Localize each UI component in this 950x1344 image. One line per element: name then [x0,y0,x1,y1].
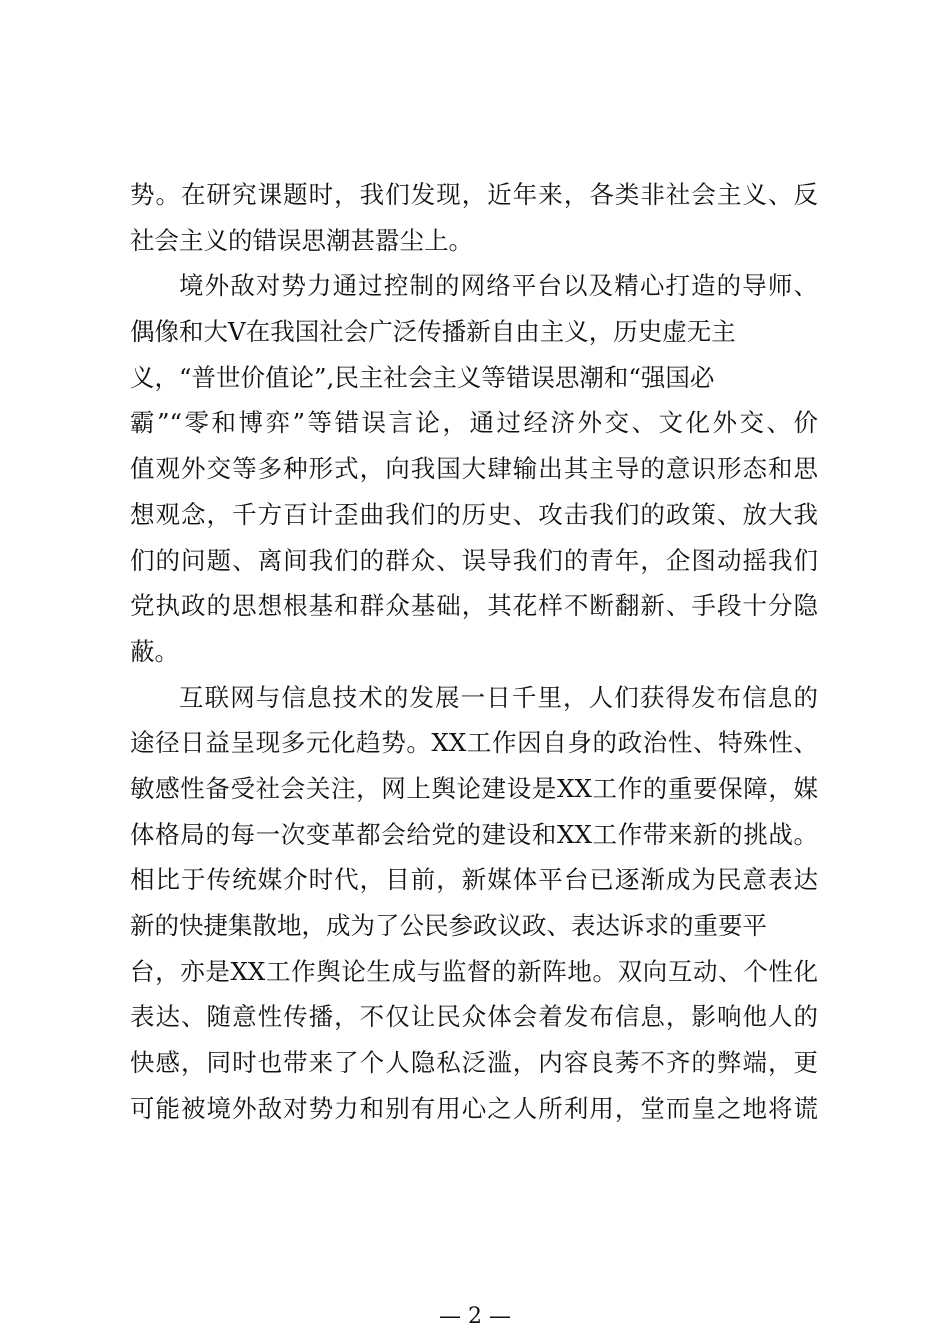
text-line: 偶像和大V在我国社会广泛传播新自由主义，历史虚无主 [130,317,736,347]
text-line: 们的问题、离间我们的群众、误导我们的青年，企图动摇我们 [130,545,818,575]
text-line: 霸”“零和博弈”等错误言论，通过经济外交、文化外交、价 [130,408,818,438]
body-text [130,172,830,1131]
text-line: 值观外交等多种形式，向我国大肆输出其主导的意识形态和思 [130,454,818,484]
text-line: 相比于传统媒介时代，目前，新媒体平台已逐渐成为民意表达 [130,865,818,895]
text-line: 义，“普世价值论”,民主社会主义等错误思潮和“强国必 [130,362,715,392]
text-line: 势。在研究课题时，我们发现，近年来，各类非社会主义、反 [130,180,818,209]
text-line: 台，亦是XX工作舆论生成与监督的新阵地。双向互动、个性化 [130,956,818,986]
text-line: 想观念，千方百计歪曲我们的历史、攻击我们的政策、放大我 [130,499,818,529]
text-line: 新的快捷集散地，成为了公民参政议政、表达诉求的重要平 [130,911,767,940]
text-line: 体格局的每一次变革都会给党的建设和XX工作带来新的挑战。 [130,819,818,849]
text-line: 蔽。 [130,636,179,666]
text-line: 快感，同时也带来了个人隐私泛滥，内容良莠不齐的弊端，更 [130,1048,818,1078]
text-line: 境外敌对势力通过控制的网络平台以及精心打造的导师、 [179,271,818,301]
text-line: 敏感性备受社会关注，网上舆论建设是XX工作的重要保障，媒 [130,773,818,803]
page-number: — 2 — [439,1304,511,1329]
text-line: 途径日益呈现多元化趋势。XX工作因自身的政治性、特殊性、 [130,728,818,758]
text-line: 可能被境外敌对势力和别有用心之人所利用，堂而皇之地将谎 [130,1093,818,1123]
text-line: 党执政的思想根基和群众基础，其花样不断翻新、手段十分隐 [130,591,818,621]
text-line: 社会主义的错误思潮甚嚣尘上。 [130,225,473,255]
text-line: 表达、随意性传播，不仅让民众体会着发布信息，影响他人的 [130,1002,818,1032]
text-line: 互联网与信息技术的发展一日千里，人们获得发布信息的 [179,682,818,712]
